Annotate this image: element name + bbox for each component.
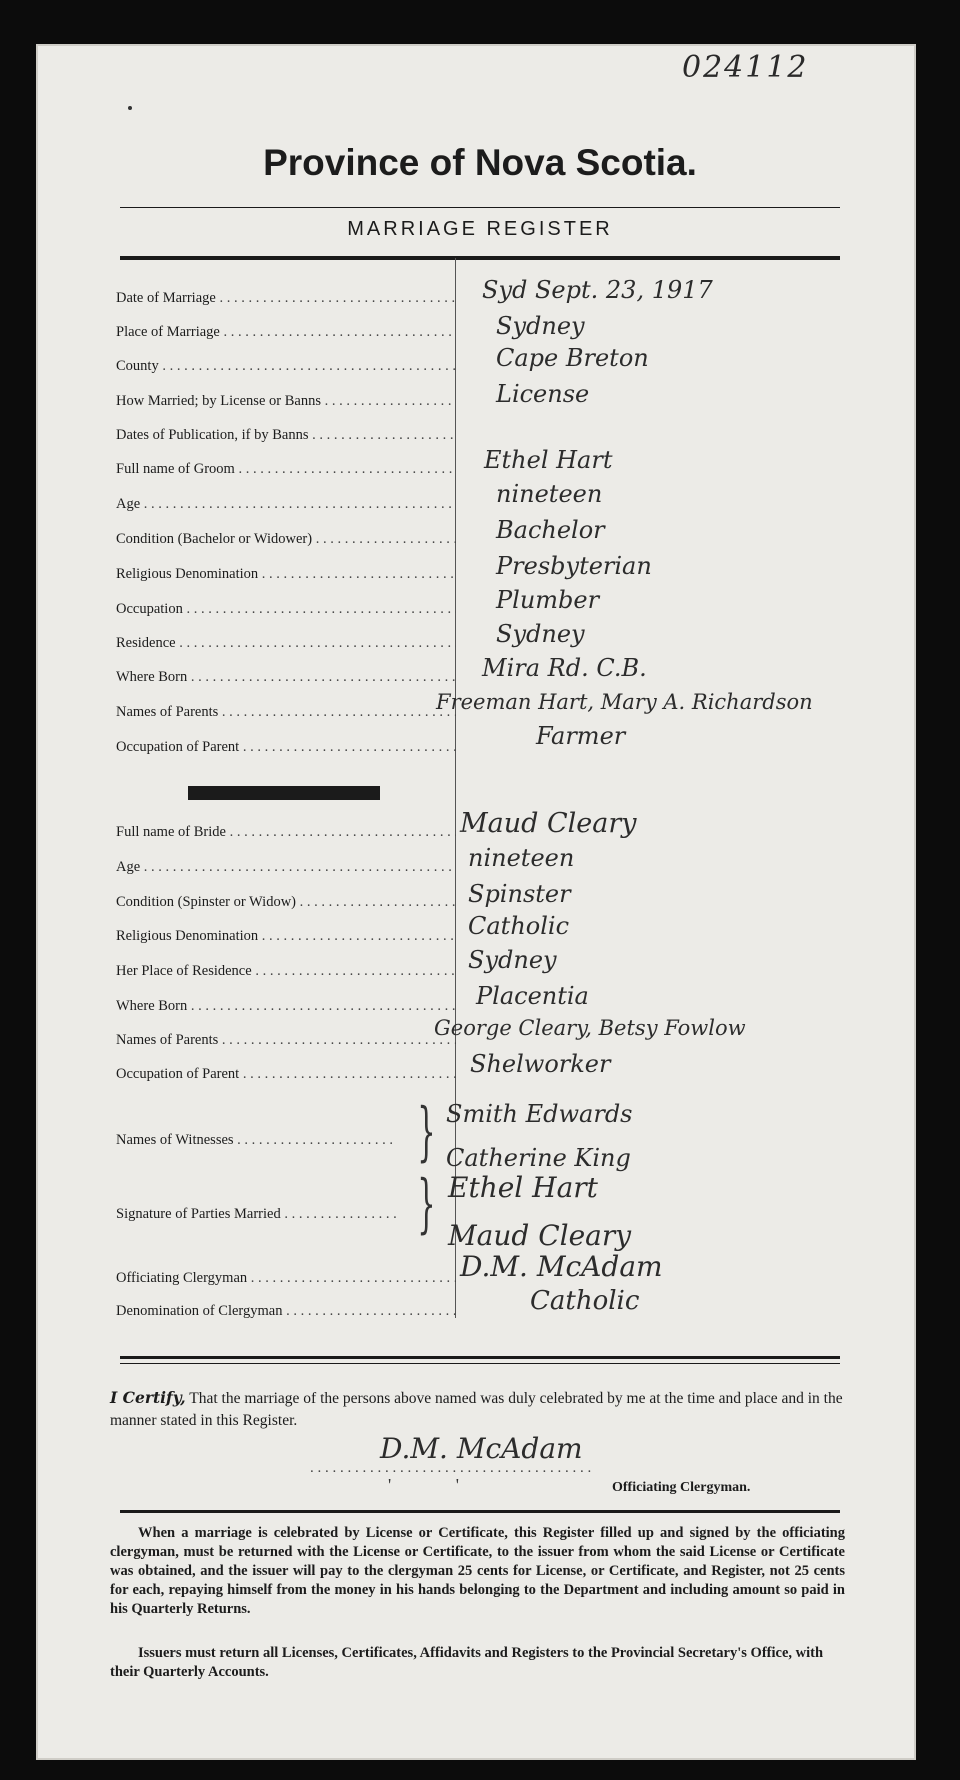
certificate-top-rule bbox=[120, 1356, 840, 1359]
field-label-bride-parents: Names of Parents . . . bbox=[116, 1032, 456, 1049]
certification-lead: I Certify, bbox=[110, 1388, 186, 1407]
field-value-bride-residence: Sydney bbox=[468, 946, 557, 974]
field-value-bride-age: nineteen bbox=[468, 844, 575, 872]
field-value-bride-religion: Catholic bbox=[468, 912, 570, 940]
field-label-bride-condition: Condition (Spinster or Widow) . . . bbox=[116, 894, 456, 911]
field-label-groom-parent-occupation: Occupation of Parent . . . bbox=[116, 739, 456, 756]
certification-text: That the marriage of the persons above named was duly celebrated by me at the time and place and in the manner stated in this Register. bbox=[110, 1390, 843, 1429]
certification-signatory-label: Officiating Clergyman. bbox=[612, 1480, 751, 1495]
field-label-bride-religion: Religious Denomination . . . bbox=[116, 928, 456, 945]
field-value-clergy-denomination: Catholic bbox=[530, 1286, 640, 1316]
field-label-officiating-clergyman: Officiating Clergyman . . . bbox=[116, 1270, 456, 1287]
field-value-how-married: License bbox=[496, 380, 590, 408]
field-value-groom-occupation: Plumber bbox=[496, 586, 600, 614]
field-label-dates-of-publication: Dates of Publication, if by Banns . . . bbox=[116, 427, 456, 444]
field-value-bride-parents: George Cleary, Betsy Fowlow bbox=[434, 1016, 746, 1040]
document-number: 024112 bbox=[682, 50, 809, 85]
field-value-groom-residence: Sydney bbox=[496, 620, 585, 648]
title-divider bbox=[120, 207, 840, 208]
field-label-witnesses: Names of Witnesses . . . bbox=[116, 1132, 392, 1149]
certificate-top-rule-thin bbox=[120, 1363, 840, 1364]
field-label-groom-age: Age . . . bbox=[116, 496, 456, 513]
field-value-groom-parent-occupation: Farmer bbox=[536, 722, 626, 750]
notice-paragraph-2: Issuers must return all Licenses, Certificates, Affidavits and Registers to the Provincial Secretary's Office, with their Quarterly Accounts. bbox=[110, 1645, 824, 1680]
field-value-bride-condition: Spinster bbox=[468, 880, 571, 908]
field-label-groom-religion: Religious Denomination . . . bbox=[116, 566, 456, 583]
witnesses-brace: } bbox=[417, 1095, 436, 1169]
field-label-bride-where-born: Where Born . . . bbox=[116, 998, 456, 1015]
field-value-groom-age: nineteen bbox=[496, 480, 603, 508]
signature-dotted-line: . . . . . . . . . . . . . . . . . . . . . . . . . . . . . . . . . . . . . . bbox=[310, 1460, 592, 1476]
field-value-groom-parents: Freeman Hart, Mary A. Richardson bbox=[436, 690, 813, 714]
field-value-officiating-clergyman: D.M. McAdam bbox=[460, 1250, 663, 1283]
field-label-bride-parent-occupation: Occupation of Parent . . . bbox=[116, 1066, 456, 1083]
field-label-bride-residence: Her Place of Residence . . . bbox=[116, 963, 456, 980]
field-label-place-of-marriage: Place of Marriage . . . bbox=[116, 324, 456, 341]
field-value-bride-name: Maud Cleary bbox=[460, 808, 637, 839]
field-label-groom-condition: Condition (Bachelor or Widower) . . . bbox=[116, 531, 456, 548]
field-value-place-of-marriage: Sydney bbox=[496, 312, 585, 340]
field-value-bride-parent-occupation: Shelworker bbox=[470, 1050, 611, 1078]
page-subtitle: MARRIAGE REGISTER bbox=[347, 218, 613, 240]
field-label-clergy-denomination: Denomination of Clergyman . . . bbox=[116, 1303, 456, 1320]
field-value-witnesses: Smith Edwards Catherine King bbox=[446, 1100, 633, 1172]
field-label-bride-age: Age . . . bbox=[116, 859, 456, 876]
field-label-groom-name: Full name of Groom . . . bbox=[116, 461, 456, 478]
certification-statement bbox=[110, 1387, 850, 1432]
field-label-groom-parents: Names of Parents . . . bbox=[116, 704, 456, 721]
field-value-groom-religion: Presbyterian bbox=[496, 552, 652, 580]
notice-text-1: When a marriage is celebrated by License or Certificate, this Register filled up and signed by the officiating clergyman, must be returned with the License or Certificate, to the issuer from whom the said License or Certificate was obtained, and the issuer will pay to the clergyman 25 cents for License, or Certificate, and Register, not 25 cents for each, repaying himself from the money in his hands belonging to the Department and including amount so paid in his Quarterly Returns. bbox=[110, 1525, 845, 1617]
signature-ticks: ' ' bbox=[388, 1475, 489, 1495]
certification-signature: D.M. McAdam bbox=[380, 1432, 583, 1465]
field-value-bride-where-born: Placentia bbox=[476, 982, 589, 1010]
ink-dot bbox=[128, 106, 132, 110]
field-label-groom-where-born: Where Born . . . bbox=[116, 669, 456, 686]
field-value-groom-condition: Bachelor bbox=[496, 516, 605, 544]
field-value-county: Cape Breton bbox=[496, 344, 649, 372]
notice-top-rule bbox=[120, 1510, 840, 1513]
field-label-signatures: Signature of Parties Married . . . bbox=[116, 1206, 398, 1223]
page-title: Province of Nova Scotia. bbox=[263, 142, 697, 183]
field-label-bride-name: Full name of Bride . . . bbox=[116, 824, 456, 841]
field-value-groom-name: Ethel Hart bbox=[484, 446, 613, 474]
field-label-groom-occupation: Occupation . . . bbox=[116, 601, 456, 618]
field-value-date-of-marriage: Syd Sept. 23, 1917 bbox=[482, 276, 713, 304]
field-label-date-of-marriage: Date of Marriage . . . bbox=[116, 290, 456, 307]
field-value-signatures: Ethel Hart Maud Cleary bbox=[448, 1171, 632, 1252]
bride-section-bar bbox=[188, 786, 380, 800]
notice-paragraph-1 bbox=[110, 1524, 845, 1619]
field-label-groom-residence: Residence . . . bbox=[116, 635, 456, 652]
field-label-county: County . . . bbox=[116, 358, 456, 375]
signatures-brace: } bbox=[417, 1167, 436, 1241]
field-value-groom-where-born: Mira Rd. C.B. bbox=[482, 654, 647, 682]
table-top-rule bbox=[120, 256, 840, 260]
field-label-how-married: How Married; by License or Banns . . . bbox=[116, 393, 456, 410]
